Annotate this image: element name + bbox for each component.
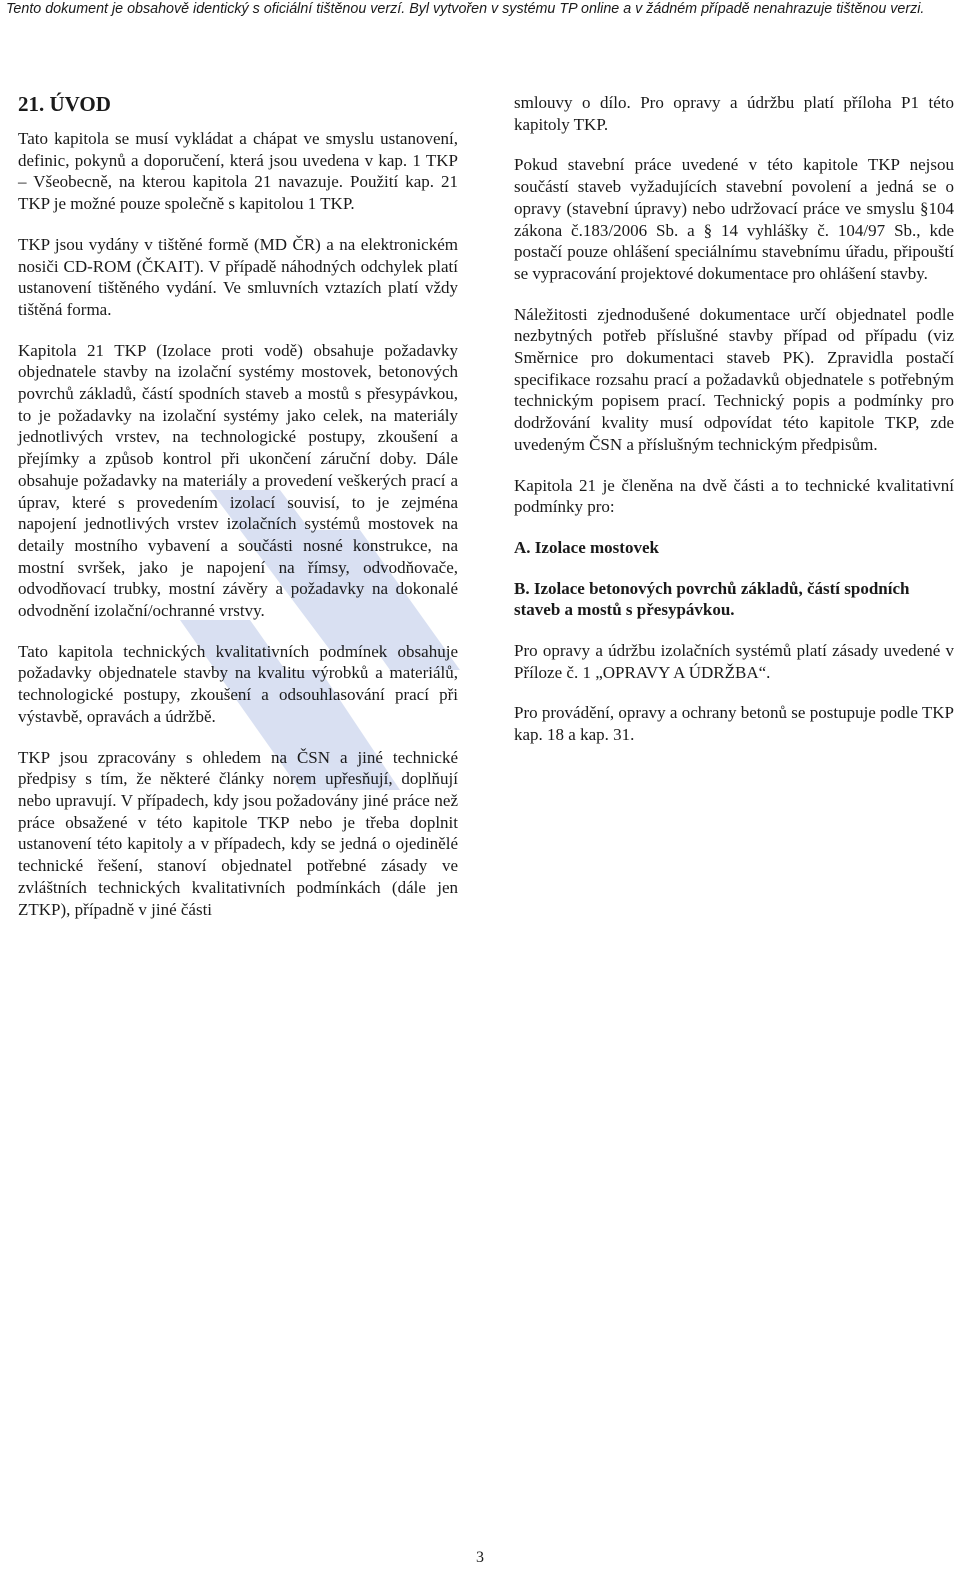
paragraph: Pokud stavební práce uvedené v této kapitole TKP nejsou součástí staveb vyžadujících stavební povolení a jedná se o opravy (stavební úpravy) nebo udržovací práce ve smyslu §104 zákona č.183/2006 Sb. a § 14 vyhlášky č. 104/97 Sb., kde postačí pouze ohlášení speciálnímu stavebnímu úřadu, připouští se vypracování projektové dokumentace pro ohlášení stavby. — [514, 155, 954, 283]
part-b-title: B. Izolace betonových povrchů základů, částí spodních staveb a mostů s přesypávkou. — [514, 578, 910, 620]
paragraph: Pro provádění, opravy a ochrany betonů se postupuje podle TKP kap. 18 a kap. 31. — [514, 703, 954, 745]
paragraph: TKP jsou zpracovány s ohledem na ČSN a jiné technické předpisy s tím, že některé články norem upřesňují, doplňují nebo upravují. V případech, kdy jsou požadovány jiné práce než práce obsažené v této kapitole TKP nebo je třeba doplnit ustanovení této kapitoly a v případech, kdy se jedná o ojedinělé technické řešení, stanoví objednatel potřebné zásady ve zvláštních technických kvalitativních podmínkách (dále jen ZTKP), případně v jiné části — [18, 747, 458, 919]
page-number: 3 — [476, 1549, 484, 1566]
paragraph: Pro opravy a údržbu izolačních systémů platí zásady uvedené v Příloze č. 1 „OPRAVY A ÚDRŽBA“. — [514, 641, 954, 682]
left-column — [18, 92, 458, 939]
chapter-heading: 21. ÚVOD — [18, 92, 111, 116]
paragraph: TKP jsou vydány v tištěné formě (MD ČR) a na elektronickém nosiči CD-ROM (ČKAIT). V případě náhodných odchylek platí ustanovení tištěného vydání. Ve smluvních vztazích platí vždy tištěná forma. — [18, 234, 458, 319]
part-a-title: A. Izolace mostovek — [514, 537, 659, 557]
official-version-disclaimer: Tento dokument je obsahově identický s oficiální tištěnou verzí. Byl vytvořen v systému TP online a v žádném případě nenahrazuje tištěnou verzi. — [6, 1, 925, 17]
paragraph: smlouvy o dílo. Pro opravy a údržbu platí příloha P1 této kapitoly TKP. — [514, 93, 954, 134]
paragraph: Kapitola 21 TKP (Izolace proti vodě) obsahuje požadavky objednatele stavby na izolační systémy mostovek, betonových povrchů základů, částí spodních staveb a mostů s přesypávkou, to je požadavky na izolační systémy jako celek, na materiály jednotlivých vrstev, na technologické postupy, zkoušení a přejímky a způsob kontrol při ukončení záruční doby. Dále obsahuje požadavky na materiály a provedení veškerých prací a úprav, které s provedením izolací souvisí, to je zejména napojení jednotlivých vrstev izolačních systémů mostovek na detaily mostního vybavení a součásti nosné konstrukce, na mostní svršek, jako je napojení na římsy, odvodňovače, odvodňovací trubky, mostní závěry a požadavky na dokonalé odvodnění izolační/ochranné vrstvy. — [18, 340, 458, 621]
right-column — [514, 92, 954, 765]
paragraph: Kapitola 21 je členěna na dvě části a to technické kvalitativní podmínky pro: — [514, 475, 954, 517]
paragraph: Tato kapitola se musí vykládat a chápat ve smyslu ustanovení, definic, pokynů a doporučení, která jsou uvedena v kap. 1 TKP – Všeobecně, na kterou kapitola 21 navazuje. Použití kap. 21 TKP je možné pouze společně s kapitolou 1 TKP. — [18, 129, 458, 214]
paragraph: Náležitosti zjednodušené dokumentace určí objednatel podle nezbytných potřeb příslušné stavby případ od případu (viz Směrnice pro dokumentaci staveb PK). Zpravidla postačí specifikace rozsahu prací a požadavků objednatele s potřebným technickým popisem prací. Technický popis a podmínky pro dodržování kvality musí odpovídat této kapitole TKP, zde uvedeným ČSN a příslušným technickým předpisům. — [514, 304, 954, 454]
paragraph: Tato kapitola technických kvalitativních podmínek obsahuje požadavky objednatele stavby na kvalitu výrobků a materiálů, technologické postupy, zkoušení a odsouhlasování prací při výstavbě, opravách a údržbě. — [18, 641, 458, 726]
